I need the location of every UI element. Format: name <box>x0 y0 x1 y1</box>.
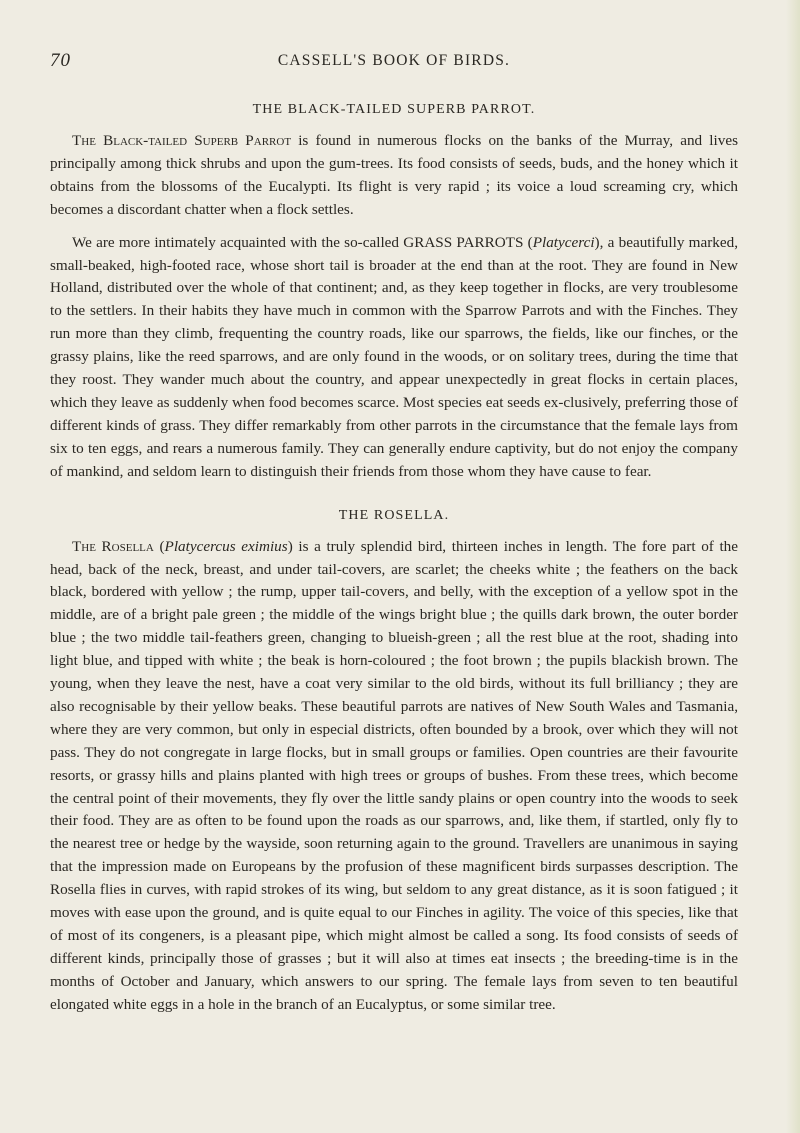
running-head <box>50 50 738 72</box>
paragraph-black-tailed-superb-parrot <box>50 130 738 222</box>
paragraph-text: ( <box>153 537 165 555</box>
paragraph-rosella <box>50 536 738 1017</box>
latin-name: Platycerci <box>532 233 595 251</box>
paragraph-text: ), a beautifully marked, small-beaked, high-footed race, whose short tail is broader at the end than at the root. They are found in New Holland, distributed over the whole of that continent; and, as they keep together in flocks, are very troublesome to the settlers. In their habits they have much in common with the Sparrow Parrots and with the Finches. They run more than they climb, frequenting the country roads, like our sparrows, the fields, like our finches, or the grassy plains, like the reed sparrows, and are only found in the woods, or on solitary trees, during the time that they roost. They wander much about the country, and appear unexpectedly in great flocks in certain places, which they leave as suddenly when food becomes scarce. Most species eat seeds ex-clusively, preferring those of different kinds of grass. They differ remarkably from other parrots in the circumstance that the female lays from six to ten eggs, and rears a numerous family. They can generally endure captivity, but do not enjoy the company of mankind, and seldom learn to distinguish their friends from those whom they have cause to fear. <box>50 233 738 480</box>
page-number: 70 <box>50 50 71 71</box>
section-heading-rosella: THE ROSELLA. <box>338 507 450 523</box>
section-heading-black-tailed-superb-parrot: THE BLACK-TAILED SUPERB PARROT. <box>252 102 536 117</box>
latin-name: Platycercus eximius <box>164 537 288 555</box>
paragraph-text: ) is a truly splendid bird, thirteen inches in length. The fore part of the head, back of the neck, breast, and under tail-covers, are scarlet; the cheeks white ; the feathers on the back black, bordered with yellow ; the rump, upper tail-covers, and belly, with the exception of a yellow spot in the middle, are of a bright pale green ; the middle of the wings bright blue ; the quills dark brown, the outer border blue ; the two middle tail-feathers green, changing to blueish-green ; all the rest blue at the root, shading into light blue, and tipped with white ; the beak is horn-coloured ; the foot brown ; the pupils blackish brown. The young, when they leave the nest, have a coat very similar to the old birds, without its full brilliancy ; they are also recognisable by their yellow beaks. These beautiful parrots are natives of New South Wales and Tasmania, where they are very common, but only in especial districts, often bounded by a brook, over which they will not pass. They do not congregate in large flocks, but in small groups or families. Open countries are their favourite resorts, or grassy hills and plains planted with high trees or groups of bushes. From these trees, which become the central point of their movements, they fly over the little sandy plains or open country into the woods to seek their food. They are as often to be found upon the roads as our sparrows, and, like them, if startled, only fly to the nearest tree or hedge by the wayside, soon returning again to the ground. Travellers are unanimous in saying that the impression made on Europeans by the profusion of these magnificent birds surpasses description. The Rosella flies in curves, with rapid strokes of its wing, but seldom to any great distance, as it is soon fatigued ; it moves with ease upon the ground, and is quite equal to our Finches in agility. The voice of this species, like that of most of its congeners, is a pleasant pipe, which might almost be called a song. Its food consists of seeds of different kinds, principally those of grasses ; but it will also at times eat insects ; the breeding-time is in the months of October and January, which answers to our spring. The female lays from seven to ten beautiful elongated white eggs in a hole in the branch of an Eucalyptus, or some similar tree. <box>50 537 739 1013</box>
page-content <box>50 100 738 1017</box>
paragraph-text: We are more intimately acquainted with the so-called GRASS PARROTS ( <box>72 233 533 251</box>
section-gap <box>50 484 738 506</box>
page-edge-discoloration <box>786 0 800 1133</box>
paragraph-text: is found in numerous flocks on the banks of the Murray, and lives principally among thick shrubs and upon the gum-trees. Its food consists of seeds, buds, and the honey which it obtains from the blossoms of the Eucalypti. Its flight is very rapid ; its voice a loud screaming cry, which becomes a discordant chatter when a flock settles. <box>50 132 738 218</box>
lead-in: The Black-tailed Superb Parrot <box>72 132 292 149</box>
running-title: CASSELL'S BOOK OF BIRDS. <box>277 52 511 69</box>
lead-in: The Rosella <box>72 537 154 555</box>
paragraph-grass-parrots <box>50 232 738 484</box>
